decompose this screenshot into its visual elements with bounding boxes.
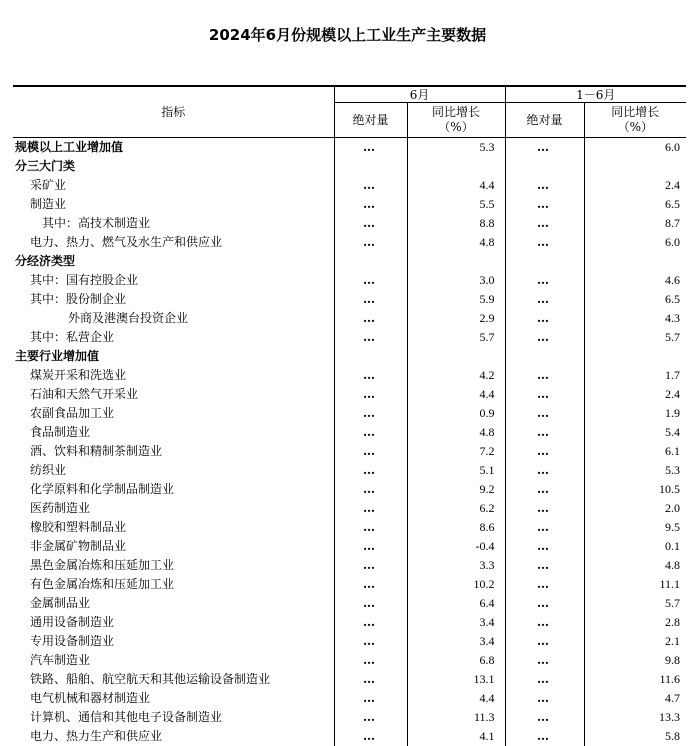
yoy-june-cell: -0.4	[407, 537, 505, 556]
row-label: 其中：股份制企业	[13, 290, 334, 309]
row-label: 农副食品加工业	[13, 404, 334, 423]
row-label: 其中：私营企业	[13, 328, 334, 347]
row-label: 主要行业增加值	[13, 347, 334, 366]
yoy-june-cell: 4.2	[407, 366, 505, 385]
row-label: 有色金属冶炼和压延加工业	[13, 575, 334, 594]
header-indicator: 指标	[13, 86, 334, 138]
yoy-jan-jun-cell: 2.8	[584, 613, 686, 632]
yoy-jan-jun-cell: 6.5	[584, 290, 686, 309]
abs-jan-jun-cell: …	[505, 632, 584, 651]
yoy-june-cell: 8.6	[407, 518, 505, 537]
row-label: 电力、热力、燃气及水生产和供应业	[13, 233, 334, 252]
table-row	[13, 594, 686, 613]
table-row	[13, 233, 686, 252]
table-row	[13, 214, 686, 233]
yoy-jan-jun-cell: 2.4	[584, 385, 686, 404]
table-row	[13, 670, 686, 689]
row-label: 采矿业	[13, 176, 334, 195]
table-row	[13, 442, 686, 461]
table-row	[13, 309, 686, 328]
yoy-june-cell: 3.4	[407, 632, 505, 651]
abs-june-cell	[334, 347, 407, 366]
yoy-jan-jun-cell	[584, 347, 686, 366]
abs-june-cell: …	[334, 423, 407, 442]
header-period-jan-jun: 1－6月	[505, 86, 686, 103]
row-label: 铁路、船舶、航空航天和其他运输设备制造业	[13, 670, 334, 689]
abs-june-cell: …	[334, 271, 407, 290]
abs-jan-jun-cell: …	[505, 176, 584, 195]
row-label: 黑色金属冶炼和压延加工业	[13, 556, 334, 575]
abs-jan-jun-cell: …	[505, 328, 584, 347]
abs-jan-jun-cell	[505, 252, 584, 271]
yoy-june-cell: 9.2	[407, 480, 505, 499]
yoy-june-cell: 4.1	[407, 727, 505, 746]
abs-jan-jun-cell: …	[505, 309, 584, 328]
yoy-jan-jun-cell: 1.7	[584, 366, 686, 385]
table-row	[13, 727, 686, 746]
yoy-june-cell: 5.5	[407, 195, 505, 214]
yoy-june-cell: 10.2	[407, 575, 505, 594]
table-row	[13, 138, 686, 158]
yoy-jan-jun-cell: 10.5	[584, 480, 686, 499]
abs-jan-jun-cell: …	[505, 518, 584, 537]
row-label: 汽车制造业	[13, 651, 334, 670]
table-row	[13, 537, 686, 556]
table-row	[13, 347, 686, 366]
abs-jan-jun-cell: …	[505, 385, 584, 404]
table-row	[13, 518, 686, 537]
yoy-june-cell: 11.3	[407, 708, 505, 727]
table-row	[13, 195, 686, 214]
table-row	[13, 404, 686, 423]
abs-june-cell	[334, 252, 407, 271]
yoy-jan-jun-cell: 11.1	[584, 575, 686, 594]
yoy-june-cell: 4.4	[407, 689, 505, 708]
row-label: 食品制造业	[13, 423, 334, 442]
yoy-jan-jun-cell: 5.4	[584, 423, 686, 442]
abs-june-cell: …	[334, 499, 407, 518]
yoy-june-cell: 4.4	[407, 176, 505, 195]
yoy-june-cell: 5.3	[407, 138, 505, 158]
yoy-june-cell: 0.9	[407, 404, 505, 423]
yoy-jan-jun-cell: 6.0	[584, 233, 686, 252]
abs-jan-jun-cell	[505, 157, 584, 176]
table-row	[13, 556, 686, 575]
abs-june-cell: …	[334, 651, 407, 670]
yoy-june-cell: 5.1	[407, 461, 505, 480]
yoy-june-cell	[407, 252, 505, 271]
yoy-jan-jun-cell: 5.7	[584, 594, 686, 613]
abs-jan-jun-cell: …	[505, 537, 584, 556]
row-label: 分经济类型	[13, 252, 334, 271]
yoy-jan-jun-cell: 13.3	[584, 708, 686, 727]
header-yoy-jan-jun	[584, 103, 686, 138]
abs-jan-jun-cell: …	[505, 366, 584, 385]
table-row	[13, 632, 686, 651]
table-row	[13, 480, 686, 499]
table-row	[13, 423, 686, 442]
abs-jan-jun-cell: …	[505, 499, 584, 518]
abs-june-cell: …	[334, 480, 407, 499]
yoy-june-cell: 6.2	[407, 499, 505, 518]
abs-june-cell: …	[334, 727, 407, 746]
abs-jan-jun-cell: …	[505, 594, 584, 613]
table-row	[13, 328, 686, 347]
abs-jan-jun-cell: …	[505, 708, 584, 727]
table-row	[13, 366, 686, 385]
table-body	[13, 138, 686, 746]
abs-june-cell: …	[334, 214, 407, 233]
row-label: 分三大门类	[13, 157, 334, 176]
table-row	[13, 575, 686, 594]
row-label: 煤炭开采和洗选业	[13, 366, 334, 385]
header-yoy-text: 同比增长（%）	[607, 105, 663, 135]
abs-june-cell: …	[334, 575, 407, 594]
table-row	[13, 271, 686, 290]
table-row	[13, 252, 686, 271]
abs-jan-jun-cell: …	[505, 442, 584, 461]
abs-june-cell: …	[334, 518, 407, 537]
row-label: 规模以上工业增加值	[13, 138, 334, 158]
abs-jan-jun-cell: …	[505, 233, 584, 252]
row-label: 化学原料和化学制品制造业	[13, 480, 334, 499]
abs-jan-jun-cell: …	[505, 689, 584, 708]
yoy-jan-jun-cell	[584, 252, 686, 271]
abs-june-cell: …	[334, 556, 407, 575]
table-row	[13, 613, 686, 632]
row-label: 专用设备制造业	[13, 632, 334, 651]
yoy-jan-jun-cell: 5.8	[584, 727, 686, 746]
abs-june-cell: …	[334, 176, 407, 195]
abs-june-cell: …	[334, 594, 407, 613]
abs-june-cell: …	[334, 537, 407, 556]
abs-jan-jun-cell: …	[505, 670, 584, 689]
row-label: 非金属矿物制品业	[13, 537, 334, 556]
abs-june-cell: …	[334, 233, 407, 252]
abs-jan-jun-cell	[505, 347, 584, 366]
abs-june-cell: …	[334, 366, 407, 385]
yoy-june-cell: 13.1	[407, 670, 505, 689]
yoy-jan-jun-cell: 4.8	[584, 556, 686, 575]
yoy-june-cell: 3.0	[407, 271, 505, 290]
abs-jan-jun-cell: …	[505, 480, 584, 499]
yoy-jan-jun-cell	[584, 157, 686, 176]
row-label: 酒、饮料和精制茶制造业	[13, 442, 334, 461]
yoy-jan-jun-cell: 9.8	[584, 651, 686, 670]
table-row	[13, 461, 686, 480]
yoy-jan-jun-cell: 6.0	[584, 138, 686, 158]
abs-june-cell: …	[334, 385, 407, 404]
yoy-june-cell: 4.4	[407, 385, 505, 404]
yoy-june-cell: 3.4	[407, 613, 505, 632]
table-row	[13, 689, 686, 708]
yoy-jan-jun-cell: 2.1	[584, 632, 686, 651]
row-label: 其中：高技术制造业	[13, 214, 334, 233]
abs-june-cell: …	[334, 404, 407, 423]
abs-jan-jun-cell: …	[505, 423, 584, 442]
yoy-jan-jun-cell: 9.5	[584, 518, 686, 537]
abs-jan-jun-cell: …	[505, 461, 584, 480]
yoy-jan-jun-cell: 4.3	[584, 309, 686, 328]
abs-june-cell: …	[334, 328, 407, 347]
abs-jan-jun-cell: …	[505, 613, 584, 632]
row-label: 电力、热力生产和供应业	[13, 727, 334, 746]
table-row	[13, 499, 686, 518]
abs-jan-jun-cell: …	[505, 195, 584, 214]
table-row	[13, 708, 686, 727]
yoy-june-cell: 6.8	[407, 651, 505, 670]
yoy-june-cell: 2.9	[407, 309, 505, 328]
yoy-june-cell: 5.9	[407, 290, 505, 309]
abs-jan-jun-cell: …	[505, 575, 584, 594]
table-row	[13, 385, 686, 404]
row-label: 金属制品业	[13, 594, 334, 613]
abs-june-cell: …	[334, 613, 407, 632]
abs-jan-jun-cell: …	[505, 138, 584, 158]
row-label: 计算机、通信和其他电子设备制造业	[13, 708, 334, 727]
yoy-jan-jun-cell: 5.3	[584, 461, 686, 480]
yoy-jan-jun-cell: 4.6	[584, 271, 686, 290]
abs-jan-jun-cell: …	[505, 214, 584, 233]
yoy-june-cell: 7.2	[407, 442, 505, 461]
yoy-jan-jun-cell: 5.7	[584, 328, 686, 347]
yoy-jan-jun-cell: 1.9	[584, 404, 686, 423]
row-label: 通用设备制造业	[13, 613, 334, 632]
yoy-jan-jun-cell: 6.1	[584, 442, 686, 461]
yoy-june-cell: 6.4	[407, 594, 505, 613]
abs-jan-jun-cell: …	[505, 556, 584, 575]
row-label: 其中：国有控股企业	[13, 271, 334, 290]
row-label: 电气机械和器材制造业	[13, 689, 334, 708]
abs-jan-jun-cell: …	[505, 290, 584, 309]
table-row	[13, 176, 686, 195]
abs-june-cell: …	[334, 290, 407, 309]
yoy-jan-jun-cell: 2.0	[584, 499, 686, 518]
row-label: 石油和天然气开采业	[13, 385, 334, 404]
abs-june-cell: …	[334, 138, 407, 158]
abs-june-cell: …	[334, 195, 407, 214]
yoy-jan-jun-cell: 8.7	[584, 214, 686, 233]
row-label: 橡胶和塑料制品业	[13, 518, 334, 537]
row-label: 外商及港澳台投资企业	[13, 309, 334, 328]
row-label: 制造业	[13, 195, 334, 214]
header-yoy-text: 同比增长（%）	[428, 105, 484, 135]
data-table	[13, 85, 686, 746]
header-abs-jan-jun: 绝对量	[505, 103, 584, 138]
yoy-june-cell: 5.7	[407, 328, 505, 347]
page-title: 2024年6月份规模以上工业生产主要数据	[0, 24, 695, 45]
row-label: 医药制造业	[13, 499, 334, 518]
abs-june-cell: …	[334, 689, 407, 708]
abs-june-cell	[334, 157, 407, 176]
header-period-june: 6月	[334, 86, 505, 103]
abs-jan-jun-cell: …	[505, 727, 584, 746]
yoy-june-cell	[407, 157, 505, 176]
table-row	[13, 290, 686, 309]
yoy-jan-jun-cell: 0.1	[584, 537, 686, 556]
yoy-jan-jun-cell: 11.6	[584, 670, 686, 689]
abs-jan-jun-cell: …	[505, 271, 584, 290]
table-row	[13, 651, 686, 670]
abs-june-cell: …	[334, 461, 407, 480]
header-yoy-june	[407, 103, 505, 138]
abs-june-cell: …	[334, 442, 407, 461]
abs-june-cell: …	[334, 309, 407, 328]
header-abs-june: 绝对量	[334, 103, 407, 138]
yoy-june-cell: 4.8	[407, 423, 505, 442]
yoy-june-cell: 3.3	[407, 556, 505, 575]
abs-june-cell: …	[334, 632, 407, 651]
abs-june-cell: …	[334, 708, 407, 727]
row-label: 纺织业	[13, 461, 334, 480]
yoy-june-cell: 8.8	[407, 214, 505, 233]
yoy-june-cell	[407, 347, 505, 366]
table-row	[13, 157, 686, 176]
abs-jan-jun-cell: …	[505, 651, 584, 670]
yoy-june-cell: 4.8	[407, 233, 505, 252]
yoy-jan-jun-cell: 6.5	[584, 195, 686, 214]
abs-jan-jun-cell: …	[505, 404, 584, 423]
yoy-jan-jun-cell: 4.7	[584, 689, 686, 708]
yoy-jan-jun-cell: 2.4	[584, 176, 686, 195]
abs-june-cell: …	[334, 670, 407, 689]
